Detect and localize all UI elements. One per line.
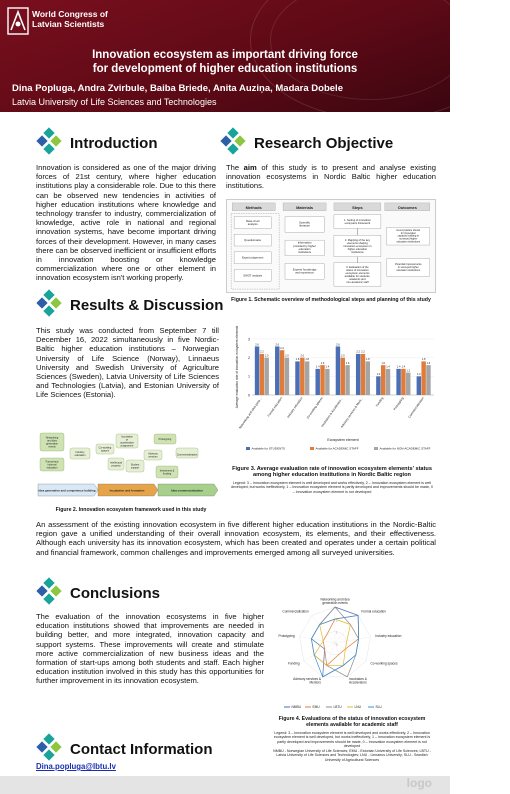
fig3-x-tick: Formal education (266, 396, 284, 418)
fig3-bar (356, 354, 360, 395)
fig3-bar-value-label: 2.0 (340, 354, 345, 358)
fig3-bar (386, 369, 390, 395)
fig4-spoke (312, 615, 335, 643)
objective-text-prefix: The (226, 163, 244, 172)
fig3-bar (315, 369, 319, 395)
org-name-line2: Latvian Scientists (32, 19, 105, 29)
fig1-step-label: higher education (347, 248, 368, 252)
fig2-node-label: funding (162, 472, 172, 476)
fig2-node-label: property (111, 464, 121, 468)
fig3-bar-value-label: 1.4 (386, 365, 390, 369)
fig4-legend-label: NMBU (291, 705, 301, 710)
fig3-bar (305, 361, 309, 395)
fig1-method-label: SWOT analysis (243, 274, 263, 278)
conclusions-heading: Conclusions (70, 584, 161, 602)
figure-3-bar-chart (226, 325, 438, 461)
org-name-line1: World Congress of (32, 9, 108, 19)
fig2-stage-label: Incubation and formation (109, 488, 145, 493)
fig2-node-label: Advisory (148, 452, 158, 456)
fig2-node-label: informal (47, 463, 57, 467)
fig4-axis-label: Advisory services & (293, 677, 321, 682)
fig4-series-line (323, 615, 358, 665)
fig1-step-label: 3. Evaluation of the (346, 265, 369, 269)
results-summary: An assessment of the existing innovation ecosystem in five different higher education institutions in the Nordic-Baltic region gave a unified understanding of their overall innovation ecosystem, its elements, and their effectiveness. Although each university has its innovation ecosystem, which has been created and operates under a certain political and financial framework, common challenges and improvements emerged among all surveyed universities. (36, 520, 436, 557)
fig4-axis-label: Formal education (361, 609, 386, 614)
diamond-cluster-icon (36, 734, 66, 764)
fig3-bar (341, 358, 345, 395)
fig1-step-label: innovation ecosystem in (343, 244, 372, 248)
fig1-col-header: Steps (352, 204, 363, 210)
fig3-y-axis-label: Average evaluation rate of innovation ecosystem elements (235, 325, 239, 409)
fig3-x-tick: Prototyping (392, 396, 405, 412)
fig3-bar-value-label: 1.6 (320, 361, 325, 365)
fig3-bar (320, 365, 324, 395)
results-heading-block (36, 290, 223, 320)
org-name (32, 9, 108, 29)
fig3-bar-value-label: 2.0 (264, 354, 269, 358)
fig3-x-tick: Incubators & Accelerator… (320, 396, 344, 428)
fig3-legend-swatch (310, 447, 314, 450)
fig3-bar (325, 369, 329, 395)
footer-bar (0, 776, 450, 794)
fig3-bar (376, 376, 380, 395)
fig4-legend-label: LBTU (333, 705, 342, 710)
fig3-bar-value-label: 1.8 (295, 358, 300, 362)
fig2-node-label: Networking (45, 436, 59, 440)
fig2-node-label: services (148, 455, 158, 459)
fig3-bar-value-label: 1.4 (315, 365, 320, 369)
fig2-node-label: Incubation (121, 435, 133, 439)
fig2-stage-label: Idea generation and competence building (38, 488, 96, 493)
fig3-bar (264, 358, 268, 395)
fig3-bar-value-label: 1.8 (305, 358, 309, 362)
fig2-node-label: support (130, 466, 140, 470)
fig3-bar (361, 354, 365, 395)
introduction-text: Innovation is considered as one of the major driving forces of 21st century, where higher education institutions play a considerable role. Due to this there can be observed new tendencies in activities of higher education institutions where knowledge and technology transfer to industry, commercialization of knowledge, active role in national and regional innovation systems, have become important driving forces of their development. However, in many cases there can be observed inefficient or insufficient efforts in innovation boosting or knowledge commercialization where one or other element in innovation ecosystem isn't working properly. (36, 163, 216, 283)
contact-heading: Contact Information (70, 740, 213, 758)
fig1-material-label: institutions (298, 251, 312, 255)
fig3-bar-value-label: 1.6 (426, 361, 431, 365)
fig3-x-tick: Commercialization (407, 396, 425, 419)
fig1-outcome-label: education institutions (396, 268, 421, 272)
fig3-bar (280, 350, 284, 395)
fig2-node-label: Intellectual (110, 461, 122, 465)
diamond-cluster-icon (220, 128, 250, 158)
fig4-axis-label: Incubators & (349, 677, 367, 682)
fig4-spoke (335, 643, 366, 661)
figure-4-caption: Figure 4. Evaluations of the status of innovation ecosystem elements available for academic staff (278, 716, 426, 729)
authors: Dina Popluga, Andra Zvirbule, Baiba Briede, Anita Auziņa, Madara Dobele (12, 83, 343, 94)
fig2-stage-label: Idea commercialization (171, 488, 203, 493)
fig3-bar-value-label: 1.8 (421, 358, 426, 362)
congress-logo-icon (8, 8, 28, 34)
fig3-bar (275, 346, 279, 395)
fig1-material-label: Scientific (299, 221, 311, 225)
fig1-material-label: Experts' knowledge (292, 268, 317, 272)
figure-2-caption: Figure 2. Innovation ecosystem framework used in this study (55, 507, 207, 513)
affiliation: Latvia University of Life Sciences and Technologies (12, 97, 217, 107)
fig3-bar-value-label: 2.4 (280, 347, 284, 350)
fig2-node-label: events (48, 445, 56, 449)
figure-4-radar-chart (278, 593, 402, 715)
fig3-x-tick: Funding (374, 396, 385, 408)
fig3-bar-value-label: 1.4 (401, 365, 406, 369)
results-text: This study was conducted from September 7 till December 16, 2022 simultaneously in five Nordic-Baltic higher education institutions – Norwegian University of Life Science (Norway), Linnaeus University and Swedish University of Agriculture Sciences (Sweden), Latvia University of Life Sciences and Technologies (Latvia), and Estonian University of Life Sciences (Estonia). (36, 326, 219, 400)
objective-heading-block (220, 128, 393, 158)
fig1-method-label: Questionnaire (244, 239, 262, 243)
footer-logo: logo (406, 776, 432, 790)
fig2-node-label: generation (46, 442, 58, 446)
fig3-y-tick: 0 (248, 393, 250, 398)
fig4-axis-label: Accelerators (349, 680, 367, 685)
fig4-r-tick: 3 (336, 606, 338, 611)
fig1-method-label: analysis (247, 223, 258, 227)
fig1-outcome-label: Potential improvements (395, 263, 422, 267)
results-heading: Results & Discussion (70, 296, 224, 314)
fig3-bar (255, 346, 259, 395)
poster-title (0, 49, 450, 76)
figure-1-caption: Figure 1. Schematic overview of methodological steps and planning of this study (231, 297, 431, 303)
fig1-material-label: literature (299, 224, 310, 228)
fig4-r-tick: 1 (336, 630, 338, 635)
fig3-bar-value-label: 2.0 (300, 354, 305, 358)
fig3-bar (366, 361, 370, 395)
fig3-bar-value-label: 2.2 (361, 350, 365, 354)
fig3-bar (336, 346, 340, 395)
fig2-node-label: education (74, 453, 86, 457)
fig3-legend-label: Available for ACADEMIC STAFF (315, 446, 359, 451)
figure-4-legend-note: Legend: 3 – Innovation ecosystem element is well developed and works effectively, 2 – Innovation ecosystem element is well developed, but works ineffectively, 1 – Innovation ecosystem element is partly developed and improvements should be made, 0 – Innovation ecosystem element is not developed (273, 731, 431, 749)
figure-2-framework (36, 432, 216, 502)
fig3-bar-value-label: 2.2 (356, 350, 360, 354)
fig1-col-header: Materials (296, 204, 314, 210)
fig3-legend-swatch (246, 447, 250, 450)
fig2-node-label: spaces (101, 449, 109, 453)
fig4-axis-label: Prototyping (278, 633, 295, 638)
fig4-series-line (314, 619, 350, 666)
fig2-node-label: Student (130, 463, 140, 467)
fig3-bar (426, 365, 430, 395)
fig3-legend-label: Available for NON-ACADEMIC STAFF (379, 446, 431, 451)
fig1-outcome-label: capacity building in (397, 234, 420, 238)
fig1-step-label: non-academic staff (346, 280, 369, 284)
fig3-bar (421, 361, 425, 395)
introduction-heading-block (36, 128, 157, 158)
poster-header (0, 0, 450, 112)
diamond-cluster-icon (36, 128, 66, 158)
objective-heading: Research Objective (254, 134, 394, 152)
fig3-legend-label: Available for STUDENTS (251, 446, 285, 451)
fig2-node-label: Co-working (98, 446, 112, 450)
fig3-bar (345, 365, 349, 395)
fig1-outcome-label: for innovation (400, 231, 416, 235)
fig3-bar-value-label: 2.6 (336, 343, 340, 347)
fig4-legend-label: SLU (375, 705, 382, 710)
fig1-step-label: academic and (349, 277, 366, 281)
fig4-axis-label: Co-working spaces (370, 661, 398, 666)
fig3-bar-value-label: 1.4 (325, 365, 330, 369)
fig1-step-label: institutions (351, 251, 364, 255)
fig1-step-label: ecosystem framework (344, 222, 371, 226)
conclusions-text: The evaluation of the innovation ecosystems in five higher education institutions showed that improvements are needed in building better, and more integrated, innovation capacity and support systems. These improvements will create and stimulate more active commercialization of new business ideas and the formation of start-ups among both students and staff. Each higher education institution involved in this study has this opportunities for further improvement in its innovation ecosystem. (36, 612, 264, 686)
fig4-r-tick: 2 (336, 618, 338, 623)
fig3-y-tick: 3 (248, 337, 250, 342)
fig4-spoke (335, 637, 370, 643)
fig3-x-tick: Co-working spaces (305, 396, 324, 420)
fig1-col-header: Outcomes (397, 204, 417, 210)
fig3-bar-value-label: 2.6 (255, 343, 259, 347)
fig3-x-tick: Industry education (286, 396, 304, 419)
figure-4-abbreviations: NMBU - Norwegian University of Life Sciences; EMU - Estonian University of Life Sciences; LBTU - Latvia University of Life Sciences and Technologies; LNU - Linnaeus University; SLU - Swedish University of Agricultural Sciences (273, 749, 431, 762)
fig1-material-label: Information (297, 241, 312, 245)
fig3-legend-swatch (374, 447, 378, 450)
fig4-legend-label: EMU (312, 705, 320, 710)
figure-3-legend-note: Legend: 3 – Innovation ecosystem element is well developed and works effectively, 2 – Innovation ecosystem element is well developed, but works ineffectively, 1 – Innovation ecosystem element is partly developed and improvements should be made, 0 – Innovation ecosystem element is not developed (230, 481, 434, 494)
fig1-outcome-label: education institutions (396, 240, 421, 244)
fig3-bar-value-label: 1.2 (406, 369, 411, 373)
fig3-bar (285, 358, 289, 395)
diamond-cluster-icon (36, 578, 66, 608)
fig3-bar-value-label: 1.6 (345, 361, 350, 365)
objective-text-aim: aim (243, 163, 257, 172)
title-line2: for development of higher education institutions (92, 62, 358, 75)
fig4-legend-label: LNU (354, 705, 361, 710)
fig3-bar (417, 376, 421, 395)
fig1-step-label: 2. Mapping of the key (344, 238, 370, 242)
fig4-r-tick: 0 (336, 642, 338, 647)
figure-1-methodology (226, 199, 436, 293)
fig3-bar-value-label: 1.8 (365, 358, 370, 362)
fig3-bar-value-label: 2.0 (285, 354, 289, 358)
fig1-step-label: 1. Setting of innovation (344, 218, 371, 222)
fig3-bar (396, 369, 400, 395)
objective-text (226, 163, 436, 191)
fig2-node-label: and idea (47, 439, 57, 443)
fig1-outcome-label: Good practice shown (396, 228, 421, 232)
fig4-axis-label: Industry education (375, 633, 402, 638)
fig1-step-label: available for students, (344, 274, 371, 278)
fig1-material-label: and experience (295, 271, 314, 275)
fig3-bar-value-label: 2.2 (260, 350, 264, 354)
fig3-bar (300, 358, 304, 395)
title-line1: Innovation ecosystem as important driving force (92, 49, 358, 61)
fig1-method-label: Expert judgement (241, 256, 264, 260)
fig3-bar-value-label: 2.6 (275, 343, 280, 347)
fig1-step-label: status of innovation (346, 268, 369, 272)
fig3-bar (260, 354, 264, 395)
fig3-bar (401, 369, 405, 395)
figure-3-caption: Figure 3. Average evaluation rate of innovation ecosystem elements' status among higher education institutions in Nordic Baltic region (232, 466, 432, 479)
fig3-x-tick: Advisory services & Ment… (339, 396, 365, 429)
fig3-x-axis-label: Ecosystem element (327, 438, 359, 442)
fig2-node-label: Industry (75, 451, 85, 455)
fig1-material-label: provided by higher (293, 244, 316, 248)
fig3-bar-value-label: 1.6 (381, 361, 385, 365)
fig4-axis-label: Funding (287, 661, 300, 666)
conclusions-heading-block (36, 578, 160, 608)
fig1-outcome-label: in surveyed higher (397, 266, 419, 270)
fig1-method-label: State-of-art (245, 219, 260, 223)
fig1-material-label: education (298, 248, 311, 252)
fig1-step-label: ecosystem elements (345, 271, 370, 275)
objective-text-suffix: of this study is to present and analyse existing innovation ecosystems in Nordic Baltic higher education institutions. (226, 163, 436, 191)
fig4-spoke (335, 615, 358, 643)
diamond-cluster-icon (36, 290, 66, 320)
fig3-bar-value-label: 1.0 (376, 373, 381, 377)
fig3-bar (381, 365, 385, 395)
fig3-bar-value-label: 1.0 (417, 373, 421, 377)
fig2-node-label: Prototyping (158, 438, 172, 441)
introduction-heading: Introduction (70, 134, 158, 152)
fig2-node-label: or (125, 438, 129, 442)
fig1-col-header: Methods (245, 204, 262, 210)
fig4-axis-label: Networking and idea (320, 597, 350, 602)
fig2-node-label: acceleration (120, 441, 134, 445)
fig4-axis-label: generation events (322, 601, 348, 606)
fig4-axis-label: Commercialization (282, 609, 309, 614)
fig3-bar (406, 373, 410, 395)
fig3-bar (295, 361, 299, 395)
fig2-node-label: Investment & (159, 469, 175, 473)
fig2-node-label: education (46, 466, 58, 470)
fig3-bar-value-label: 1.4 (396, 365, 401, 369)
fig4-axis-label: Mentors (309, 680, 321, 685)
fig2-node-label: programme (120, 444, 134, 448)
contact-email-link[interactable]: Dina.popluga@lbtu.lv (36, 762, 116, 771)
fig2-node-label: Commercialization (176, 453, 198, 457)
fig1-step-label: elements shaping (347, 241, 368, 245)
fig4-spoke (304, 643, 335, 661)
contact-heading-block (36, 734, 213, 764)
fig4-spoke (300, 637, 335, 643)
fig3-y-tick: 1 (248, 374, 250, 379)
fig3-y-tick: 2 (248, 355, 250, 360)
fig2-node-label: Formal and (45, 460, 59, 464)
fig3-x-tick: Networking and idea gene… (237, 396, 263, 430)
fig1-outcome-label: surveyed higher (399, 237, 418, 241)
